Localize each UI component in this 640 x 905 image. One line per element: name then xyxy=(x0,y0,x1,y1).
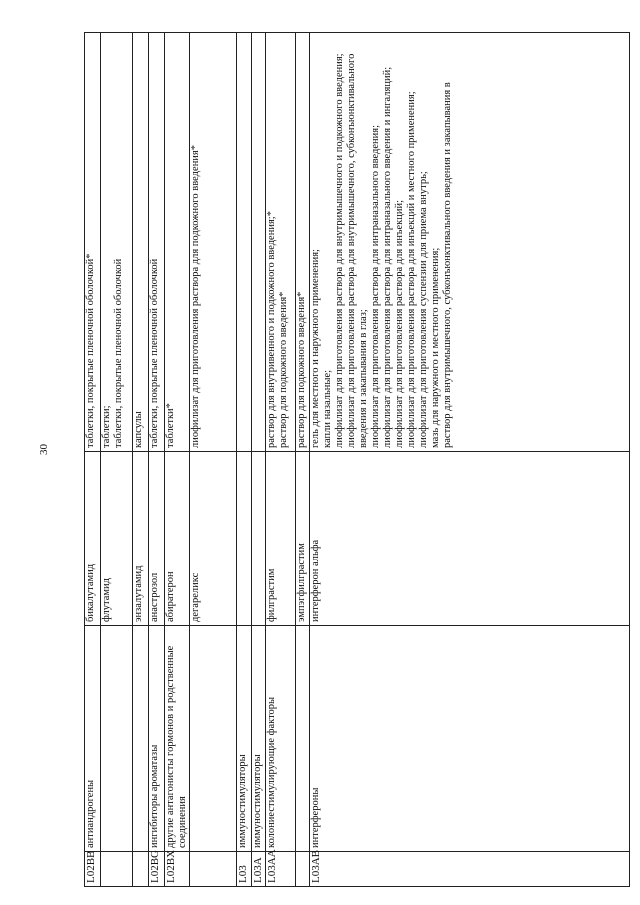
cell-form: таблетки, покрытые пленочной оболочкой xyxy=(149,33,165,452)
table-row xyxy=(85,33,101,887)
cell-group: иммуностимуляторы xyxy=(237,626,252,852)
cell-form: таблетки* xyxy=(165,33,190,452)
cell-group xyxy=(190,626,237,852)
cell-drug: бикалутамид xyxy=(85,452,101,626)
table-row xyxy=(237,33,252,887)
cell-form: таблетки, покрытые пленочной оболочкой* xyxy=(85,33,101,452)
cell-code: L03 xyxy=(237,852,252,887)
cell-form xyxy=(252,33,266,452)
cell-drug xyxy=(237,452,252,626)
cell-drug: филграстим xyxy=(266,452,296,626)
cell-drug: эмпэгфилграстим xyxy=(296,452,310,626)
cell-code: L03AA xyxy=(266,852,296,887)
cell-drug: анастрозол xyxy=(149,452,165,626)
cell-drug: интерферон альфа xyxy=(310,452,630,626)
rotated-table-container xyxy=(84,33,622,887)
cell-group: иммуностимуляторы xyxy=(252,626,266,852)
cell-code: L02BB xyxy=(85,852,101,887)
cell-form: гель для местного и наружного применения; капли назальные; лиофилизат для приготовления раствора для внутримышечного и подкожного введения; лиофилизат для приготовления раствора для внутримышечного, субконъюнктивального введения и закапывания в глаз; лиофилизат для приготовления раствора для интраназального введения; лиофилизат для приготовления раствора для интраназального введения и ингаляций; лиофилизат для приготовления раствора для инъекций; лиофилизат для приготовления раствора для инъекций и местного применения; лиофилизат для приготовления суспензии для приема внутрь; мазь для наружного и местного применения; раствор для внутримышечного, субконъюнктивального введения и закапывания в xyxy=(310,33,630,452)
cell-code: L03AB xyxy=(310,852,630,887)
table-row xyxy=(310,33,630,887)
drug-table xyxy=(84,32,630,887)
cell-form: таблетки; таблетки, покрытые пленочной оболочкой xyxy=(101,33,133,452)
cell-code xyxy=(296,852,310,887)
page-number: 30 xyxy=(38,444,50,455)
cell-drug xyxy=(252,452,266,626)
cell-code xyxy=(133,852,149,887)
cell-code xyxy=(190,852,237,887)
table-row xyxy=(296,33,310,887)
table-row xyxy=(190,33,237,887)
cell-group: антиандрогены xyxy=(85,626,101,852)
cell-code: L03A xyxy=(252,852,266,887)
cell-drug: дегареликс xyxy=(190,452,237,626)
cell-form: капсулы xyxy=(133,33,149,452)
cell-group: колониестимулирующие факторы xyxy=(266,626,296,852)
table-row xyxy=(252,33,266,887)
cell-code: L02BG xyxy=(149,852,165,887)
cell-drug: флутамид xyxy=(101,452,133,626)
cell-group: другие антагонисты гормонов и родственные соединения xyxy=(165,626,190,852)
cell-drug: энзалутамид xyxy=(133,452,149,626)
cell-drug: абиратерон xyxy=(165,452,190,626)
cell-group xyxy=(101,626,133,852)
cell-code: L02BX xyxy=(165,852,190,887)
table-row xyxy=(101,33,133,887)
cell-form: лиофилизат для приготовления раствора для подкожного введения* xyxy=(190,33,237,452)
cell-code xyxy=(101,852,133,887)
table-row xyxy=(149,33,165,887)
table-row xyxy=(266,33,296,887)
cell-form: раствор для внутривенного и подкожного введения;* раствор для подкожного введения* xyxy=(266,33,296,452)
cell-group xyxy=(296,626,310,852)
cell-form xyxy=(237,33,252,452)
cell-group: ингибиторы ароматазы xyxy=(149,626,165,852)
cell-group xyxy=(133,626,149,852)
cell-form: раствор для подкожного введения* xyxy=(296,33,310,452)
table-row xyxy=(165,33,190,887)
cell-group: интерфероны xyxy=(310,626,630,852)
table-row xyxy=(133,33,149,887)
